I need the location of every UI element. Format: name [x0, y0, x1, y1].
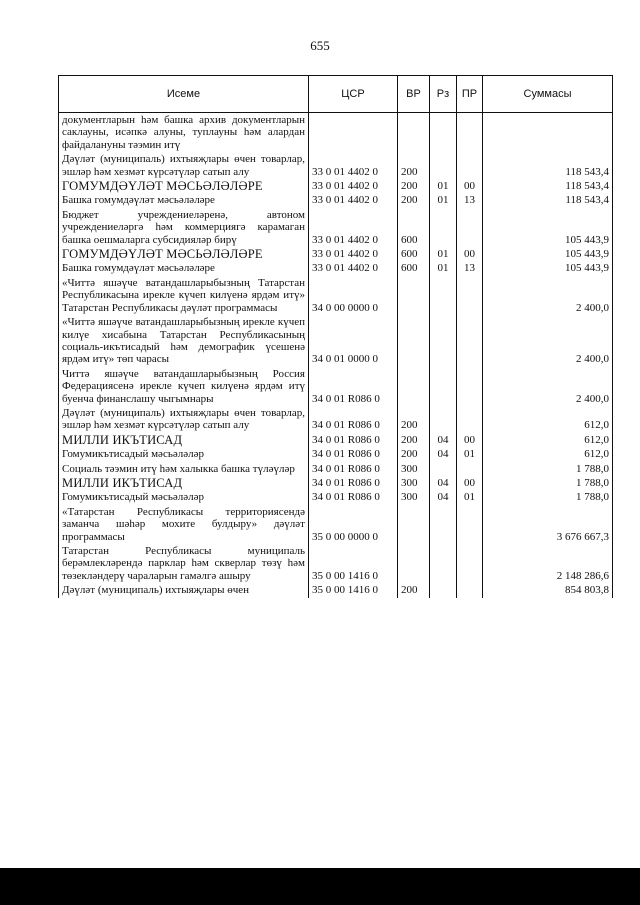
cell-name: Дәүләт (муниципаль) ихтыяҗлары өчен товарлар, эшләр һәм хезмәт күрсәтүләр сатып алу [59, 406, 309, 433]
cell-csr: 33 0 01 4402 0 [309, 179, 398, 193]
cell-rz [430, 505, 457, 544]
cell-sum: 612,0 [483, 447, 613, 461]
cell-csr: 34 0 01 R086 0 [309, 476, 398, 490]
table-row [59, 583, 613, 597]
cell-name: Читтә яшәүче ватандашларыбызның Россия Федерациясенә ирекле күчеп килүенә ярдәм итү буенча финанслашу чыгымнары [59, 367, 309, 406]
cell-rz [430, 315, 457, 367]
cell-pr [457, 505, 483, 544]
cell-sum: 2 400,0 [483, 276, 613, 315]
cell-csr: 35 0 00 0000 0 [309, 505, 398, 544]
page-number: 655 [310, 38, 330, 53]
cell-csr: 34 0 01 0000 0 [309, 315, 398, 367]
cell-csr: 34 0 01 R086 0 [309, 447, 398, 461]
cell-csr: 34 0 01 R086 0 [309, 462, 398, 476]
table-row [59, 490, 613, 504]
cell-name: МИЛЛИ ИКЪТИСАД [59, 476, 309, 490]
table-row [59, 315, 613, 367]
cell-sum: 105 443,9 [483, 208, 613, 247]
table-row [59, 406, 613, 433]
cell-name: Бюджет учреждениеләренә, автоном учреждениеләргә һәм коммерциягә карамаган башка оешмаларга субсидияләр бирү [59, 208, 309, 247]
cell-pr: 13 [457, 193, 483, 207]
header-name: Исеме [59, 76, 309, 113]
cell-csr: 34 0 00 0000 0 [309, 276, 398, 315]
table-row [59, 367, 613, 406]
header-sum: Суммасы [483, 76, 613, 113]
table-row [59, 247, 613, 261]
table-row [59, 476, 613, 490]
cell-pr: 01 [457, 490, 483, 504]
cell-vr [398, 276, 430, 315]
cell-pr [457, 544, 483, 583]
cell-sum: 105 443,9 [483, 261, 613, 275]
table-row [59, 179, 613, 193]
cell-vr [398, 505, 430, 544]
cell-name: Дәүләт (муниципаль) ихтыяҗлары өчен [59, 583, 309, 597]
cell-rz [430, 208, 457, 247]
cell-pr [457, 152, 483, 179]
table-row [59, 113, 613, 153]
table-row [59, 447, 613, 461]
table-row [59, 505, 613, 544]
header-vr: ВР [398, 76, 430, 113]
cell-rz [430, 113, 457, 153]
cell-name: «Читтә яшәүче ватандашларыбызның Татарстан Республикасына ирекле күчеп килүенә ярдәм итү» Татарстан Республикасы дәүләт программасы [59, 276, 309, 315]
cell-rz [430, 367, 457, 406]
cell-csr: 35 0 00 1416 0 [309, 583, 398, 597]
cell-vr: 200 [398, 406, 430, 433]
cell-vr [398, 113, 430, 153]
cell-csr: 34 0 01 R086 0 [309, 490, 398, 504]
cell-vr: 200 [398, 193, 430, 207]
scan-bottom-band [0, 868, 640, 905]
cell-vr: 300 [398, 462, 430, 476]
cell-csr [309, 113, 398, 153]
cell-sum: 2 400,0 [483, 367, 613, 406]
cell-rz [430, 406, 457, 433]
budget-table [58, 75, 613, 598]
cell-vr: 600 [398, 208, 430, 247]
cell-name: ГОМУМДӘҮЛӘТ МӘСЬӘЛӘЛӘРЕ [59, 247, 309, 261]
table-row [59, 462, 613, 476]
table-header-row [59, 76, 613, 113]
table-row [59, 261, 613, 275]
cell-vr [398, 544, 430, 583]
cell-sum: 1 788,0 [483, 490, 613, 504]
cell-pr [457, 406, 483, 433]
header-csr: ЦСР [309, 76, 398, 113]
cell-pr [457, 315, 483, 367]
cell-rz: 04 [430, 476, 457, 490]
cell-csr: 33 0 01 4402 0 [309, 208, 398, 247]
cell-vr: 600 [398, 247, 430, 261]
cell-name: Дәүләт (муниципаль) ихтыяҗлары өчен товарлар, эшләр һәм хезмәт күрсәтүләр сатып алу [59, 152, 309, 179]
cell-sum: 118 543,4 [483, 152, 613, 179]
cell-rz: 01 [430, 247, 457, 261]
cell-csr: 33 0 01 4402 0 [309, 247, 398, 261]
cell-pr: 01 [457, 447, 483, 461]
cell-rz: 04 [430, 433, 457, 447]
cell-vr: 200 [398, 447, 430, 461]
cell-name: «Читтә яшәүче ватандашларыбызның ирекле күчеп килүе хисабына Татарстан Республикасының социаль-икътисадый һәм демографик үсешенә ярдәм итү» төп чарасы [59, 315, 309, 367]
cell-csr: 34 0 01 R086 0 [309, 367, 398, 406]
cell-rz: 01 [430, 193, 457, 207]
cell-sum: 2 400,0 [483, 315, 613, 367]
cell-name: Татарстан Республикасы муниципаль берәмлекләрендә парклар һәм скверлар төзү һәм төзекләндерү чараларын гамәлгә ашыру [59, 544, 309, 583]
cell-sum: 612,0 [483, 433, 613, 447]
cell-name: документларын һәм башка архив документларын саклауны, исәпкә алуны, туплауны һәм алардан файдалануны тәэмин итү [59, 113, 309, 153]
cell-sum: 3 676 667,3 [483, 505, 613, 544]
cell-pr [457, 462, 483, 476]
cell-vr: 300 [398, 490, 430, 504]
cell-name: Социаль тәэмин итү һәм халыкка башка түләүләр [59, 462, 309, 476]
cell-sum: 105 443,9 [483, 247, 613, 261]
cell-csr: 34 0 01 R086 0 [309, 406, 398, 433]
cell-vr: 600 [398, 261, 430, 275]
table-row [59, 276, 613, 315]
cell-sum: 2 148 286,6 [483, 544, 613, 583]
cell-csr: 34 0 01 R086 0 [309, 433, 398, 447]
cell-vr: 200 [398, 179, 430, 193]
cell-vr [398, 367, 430, 406]
cell-csr: 33 0 01 4402 0 [309, 261, 398, 275]
cell-sum: 1 788,0 [483, 462, 613, 476]
cell-pr [457, 208, 483, 247]
cell-sum: 854 803,8 [483, 583, 613, 597]
cell-rz [430, 152, 457, 179]
cell-pr [457, 583, 483, 597]
cell-csr: 33 0 01 4402 0 [309, 193, 398, 207]
cell-pr: 00 [457, 476, 483, 490]
cell-pr: 13 [457, 261, 483, 275]
table-row [59, 152, 613, 179]
table-row [59, 544, 613, 583]
cell-vr: 200 [398, 583, 430, 597]
cell-rz: 04 [430, 447, 457, 461]
cell-name: «Татарстан Республикасы территориясендә заманча шәһәр мохите булдыру» дәүләт программасы [59, 505, 309, 544]
cell-name: ГОМУМДӘҮЛӘТ МӘСЬӘЛӘЛӘРЕ [59, 179, 309, 193]
table-row [59, 433, 613, 447]
cell-pr [457, 367, 483, 406]
cell-vr [398, 315, 430, 367]
cell-name: Башка гомумдәүләт мәсьәләләре [59, 261, 309, 275]
cell-pr [457, 113, 483, 153]
cell-pr: 00 [457, 179, 483, 193]
cell-rz [430, 462, 457, 476]
cell-rz: 04 [430, 490, 457, 504]
table-row [59, 193, 613, 207]
cell-pr: 00 [457, 433, 483, 447]
table-body [59, 113, 613, 598]
cell-sum: 612,0 [483, 406, 613, 433]
cell-vr: 300 [398, 476, 430, 490]
header-pr: ПР [457, 76, 483, 113]
cell-sum [483, 113, 613, 153]
cell-vr: 200 [398, 152, 430, 179]
cell-rz: 01 [430, 179, 457, 193]
cell-name: Гомумикътисадый мәсьәләләр [59, 490, 309, 504]
cell-pr [457, 276, 483, 315]
cell-rz [430, 583, 457, 597]
cell-sum: 1 788,0 [483, 476, 613, 490]
table-row [59, 208, 613, 247]
cell-name: Башка гомумдәүләт мәсьәләләре [59, 193, 309, 207]
cell-csr: 35 0 00 1416 0 [309, 544, 398, 583]
cell-sum: 118 543,4 [483, 179, 613, 193]
cell-csr: 33 0 01 4402 0 [309, 152, 398, 179]
cell-name: МИЛЛИ ИКЪТИСАД [59, 433, 309, 447]
cell-rz [430, 276, 457, 315]
cell-pr: 00 [457, 247, 483, 261]
header-rz: Рз [430, 76, 457, 113]
cell-vr: 200 [398, 433, 430, 447]
cell-rz: 01 [430, 261, 457, 275]
cell-rz [430, 544, 457, 583]
cell-sum: 118 543,4 [483, 193, 613, 207]
cell-name: Гомумикътисадый мәсьәләләр [59, 447, 309, 461]
